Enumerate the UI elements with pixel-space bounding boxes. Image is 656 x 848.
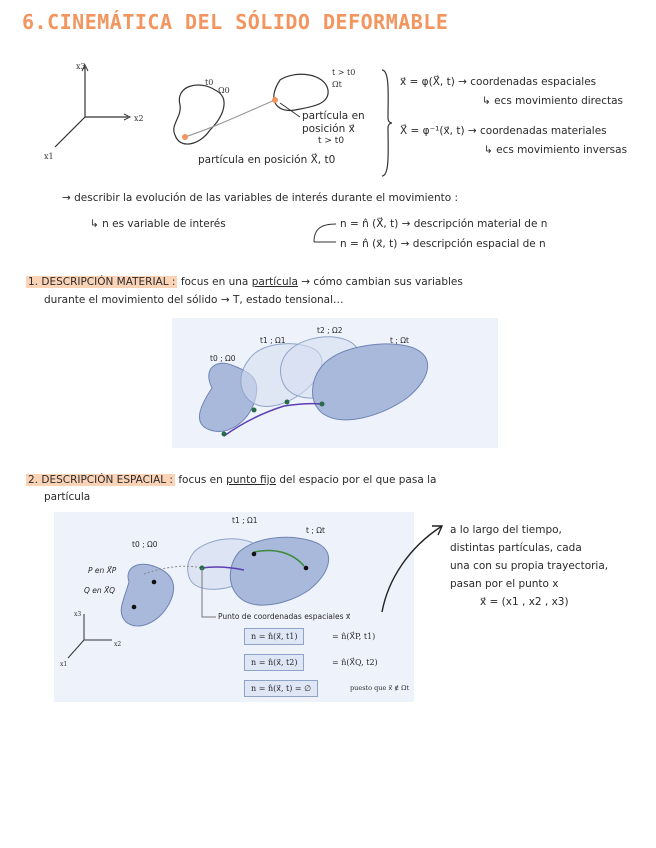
omega-t-label: Ωt [332, 80, 342, 89]
section2-heading: 2. DESCRIPCIÓN ESPACIAL : [28, 474, 173, 486]
trajectory [185, 100, 275, 137]
fig2-P: P en X⃗P [88, 566, 117, 575]
describe-line: → describir la evolución de las variables de interés durante el movimiento : [62, 192, 459, 204]
section1-particle: partícula [251, 276, 298, 288]
spatial-desc-line: n = n̂ (x⃗, t) → descripción espacial de n [340, 238, 546, 250]
t-label: t > t0 [332, 68, 356, 77]
fig2-eq2: = n̂(X⃗Q, t2) [332, 658, 378, 667]
section2-fixed-point: punto fijo [226, 474, 276, 486]
note-line-4: pasan por el punto x [450, 578, 559, 590]
note-line-3: una con su propia trayectoria, [450, 560, 609, 572]
section1-line [26, 276, 463, 289]
axis-x2-label: x2 [134, 114, 144, 123]
fig2-Q: Q en X⃗Q [84, 586, 116, 595]
eq-inverse: X⃗ = φ⁻¹(x⃗, t) → coordenadas materiales [400, 125, 607, 137]
fig1-t2: t2 ; Ω2 [317, 326, 343, 335]
figure-spatial [54, 512, 414, 702]
note-line-5: x⃗ = (x1 , x2 , x3) [480, 596, 569, 608]
section1-text-a: focus en una [180, 276, 249, 288]
fig1-t0: t0 ; Ω0 [210, 354, 236, 363]
fork-arrow [312, 222, 338, 246]
axis-x1-label: x1 [44, 152, 54, 161]
fig2-t: t ; Ωt [306, 526, 325, 535]
body-initial [174, 85, 224, 144]
fig2-axis-x3: x3 [74, 611, 82, 618]
t-gt-t0-label: t > t0 [318, 136, 345, 146]
section1-heading: 1. DESCRIPCIÓN MATERIAL : [28, 276, 176, 288]
fig1-t: t ; Ωt [390, 336, 409, 345]
variable-line: ↳ n es variable de interés [90, 218, 226, 230]
body-current [274, 74, 328, 110]
brace [380, 68, 394, 178]
fig2-box1: n = n̂(x⃗, t1) [244, 628, 304, 645]
section2-text-b: del espacio por el que pasa la [279, 474, 437, 486]
fig2-point-label: Punto de coordenadas espaciales x⃗ [218, 612, 351, 621]
eq-direct: x⃗ = φ(X⃗, t) → coordenadas espaciales [400, 76, 597, 88]
figure-material [172, 318, 498, 448]
page-title: 6.CINEMÁTICA DEL SÓLIDO DEFORMABLE [22, 10, 449, 34]
eq-inverse-note: ↳ ecs movimiento inversas [484, 144, 628, 156]
section2-text-a: focus en [178, 474, 223, 486]
fig2-t0: t0 ; Ω0 [132, 540, 158, 549]
note-line-1: a lo largo del tiempo, [450, 524, 562, 536]
fig2-box2: n = n̂(x⃗, t2) [244, 654, 304, 671]
note-arrow [378, 520, 448, 615]
t0-label: t0 [205, 78, 214, 87]
section2-line [26, 474, 436, 487]
note-line-2: distintas partículas, cada [450, 542, 582, 554]
fig2-t1: t1 ; Ω1 [232, 516, 258, 525]
blob2-t0 [121, 564, 173, 626]
particle-x-label-2: posición x⃗ [302, 123, 355, 135]
fig2-axis-x2: x2 [114, 641, 122, 648]
material-desc-line: n = n̂ (X⃗, t) → descripción material de n [340, 218, 548, 230]
section1-text-c: durante el movimiento del sólido → T, estado tensional… [44, 294, 344, 306]
omega0-label: Ω0 [218, 86, 230, 95]
fig2-eq3: puesto que x⃗ ∉ Ωt [350, 684, 410, 692]
fig2-axis-x1: x1 [60, 661, 68, 668]
fig2-eq1: = n̂(X⃗P, t1) [332, 632, 376, 641]
fig1-t1: t1 ; Ω1 [260, 336, 286, 345]
section1-text-b: → cómo cambian sus variables [301, 276, 463, 288]
blob2-t [230, 537, 328, 605]
particle-current [272, 97, 278, 103]
particle-x-label-1: partícula en [302, 110, 365, 122]
particle-X-label: partícula en posición X⃗, t0 [198, 154, 336, 166]
section2-text-c: partícula [44, 491, 91, 503]
fig2-box3: n = n̂(x⃗, t) = ∅ [244, 680, 318, 697]
particle-initial [182, 134, 188, 140]
eq-direct-note: ↳ ecs movimiento directas [482, 95, 624, 107]
axis-x3-label: x3 [76, 62, 86, 71]
